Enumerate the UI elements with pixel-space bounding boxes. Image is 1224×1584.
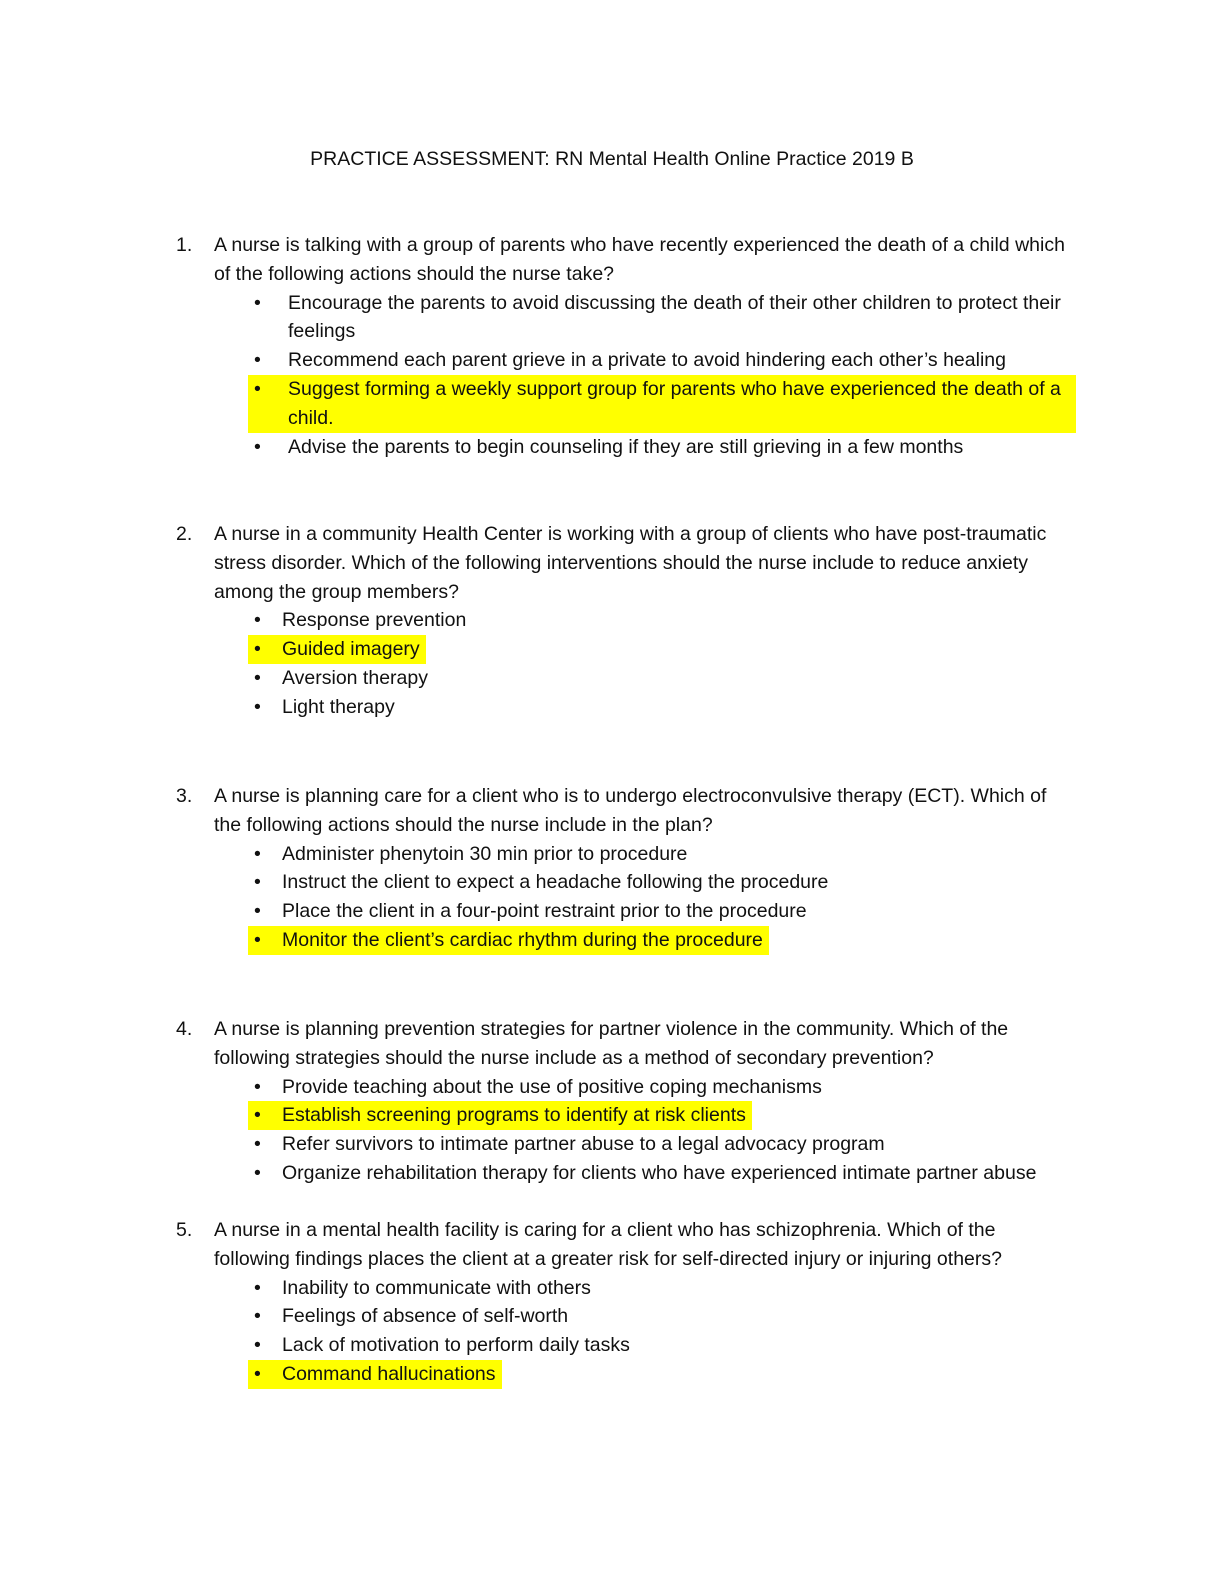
question-number: 5. [176, 1219, 193, 1241]
option-item [248, 868, 828, 897]
option-list [176, 840, 1076, 955]
bullet-icon: • [254, 349, 261, 372]
option-text: Refer survivors to intimate partner abuse to a legal advocacy program [282, 1133, 885, 1156]
option-item [248, 840, 687, 869]
option-text: Advise the parents to begin counseling if they are still grieving in a few months [288, 435, 964, 458]
bullet-icon: • [254, 1276, 261, 1299]
option-item-highlighted [248, 635, 426, 664]
option-item [248, 433, 963, 462]
page-title: PRACTICE ASSESSMENT: RN Mental Health Online Practice 2019 B [310, 148, 914, 170]
question-number: 4. [176, 1018, 193, 1040]
bullet-icon: • [254, 609, 261, 632]
option-item [248, 346, 1006, 375]
question-4 [176, 1015, 1076, 1188]
option-text: Organize rehabilitation therapy for clients who have experienced intimate partner abuse [282, 1161, 1037, 1184]
option-item-highlighted [248, 926, 769, 955]
option-list [176, 1274, 1076, 1389]
option-text: Aversion therapy [282, 666, 428, 689]
question-number: 2. [176, 523, 193, 545]
option-text: Provide teaching about the use of positive coping mechanisms [282, 1075, 822, 1098]
option-item [248, 897, 807, 926]
option-text: Instruct the client to expect a headache following the procedure [282, 871, 829, 894]
option-item [248, 606, 466, 635]
option-item-highlighted [248, 375, 1076, 433]
question-text: A nurse is planning prevention strategies for partner violence in the community. Which of the following strategies should the nurse include as a method of secondary prevention? [214, 1018, 1009, 1069]
bullet-icon: • [254, 695, 261, 718]
bullet-icon: • [254, 666, 261, 689]
option-list [176, 606, 1076, 721]
bullet-icon: • [254, 1362, 261, 1385]
option-text: Inability to communicate with others [282, 1276, 591, 1299]
option-text: Monitor the client’s cardiac rhythm during the procedure [282, 928, 763, 951]
question-2 [176, 520, 1076, 722]
bullet-icon: • [254, 291, 261, 314]
question-text: A nurse in a community Health Center is working with a group of clients who have post-traumatic stress disorder. Which of the following interventions should the nurse include to reduce anxiety among the group members? [214, 523, 1047, 603]
question-text: A nurse is talking with a group of parents who have recently experienced the death of a child which of the following actions should the nurse take? [214, 234, 1065, 285]
question-number: 1. [176, 234, 193, 256]
option-text: Light therapy [282, 695, 395, 718]
option-item [248, 1331, 630, 1360]
option-item [248, 1130, 885, 1159]
option-text: Lack of motivation to perform daily tasks [282, 1334, 630, 1357]
question-text: A nurse in a mental health facility is caring for a client who has schizophrenia. Which of the following findings places the client at a greater risk for self-directed injury or injuring others? [214, 1219, 1002, 1270]
bullet-icon: • [254, 638, 261, 661]
bullet-icon: • [254, 900, 261, 923]
option-item [248, 1159, 1036, 1188]
option-item [248, 1302, 568, 1331]
question-number: 3. [176, 785, 193, 807]
option-text: Guided imagery [282, 638, 420, 661]
option-text: Feelings of absence of self-worth [282, 1305, 569, 1328]
bullet-icon: • [254, 1104, 261, 1127]
bullet-icon: • [254, 1305, 261, 1328]
bullet-icon: • [254, 842, 261, 865]
option-item [248, 1073, 822, 1102]
question-5 [176, 1216, 1076, 1389]
question-1 [176, 231, 1076, 461]
option-list [176, 1073, 1076, 1188]
bullet-icon: • [254, 1161, 261, 1184]
question-text: A nurse is planning care for a client who is to undergo electroconvulsive therapy (ECT). Which of the following actions should the nurse include in the plan? [214, 785, 1047, 836]
option-item [248, 693, 395, 722]
option-list [176, 289, 1076, 462]
option-text: Administer phenytoin 30 min prior to procedure [282, 842, 688, 865]
option-text: Place the client in a four-point restraint prior to the procedure [282, 900, 807, 923]
option-item [248, 1274, 591, 1303]
option-text: Command hallucinations [282, 1362, 496, 1385]
question-3 [176, 782, 1076, 955]
bullet-icon: • [254, 928, 261, 951]
option-text: Establish screening programs to identify at risk clients [282, 1104, 746, 1127]
bullet-icon: • [254, 435, 261, 458]
option-item [248, 664, 428, 693]
bullet-icon: • [254, 1133, 261, 1156]
option-text: Response prevention [282, 609, 467, 632]
bullet-icon: • [254, 377, 261, 400]
bullet-icon: • [254, 1334, 261, 1357]
bullet-icon: • [254, 1075, 261, 1098]
option-text: Recommend each parent grieve in a private to avoid hindering each other’s healing [288, 349, 1006, 372]
option-text: Suggest forming a weekly support group for parents who have experienced the death of a child. [288, 377, 1061, 429]
option-item-highlighted [248, 1360, 502, 1389]
bullet-icon: • [254, 871, 261, 894]
option-item-highlighted [248, 1101, 752, 1130]
option-text: Encourage the parents to avoid discussing the death of their other children to protect their feelings [288, 291, 1061, 343]
option-item [248, 289, 1070, 347]
